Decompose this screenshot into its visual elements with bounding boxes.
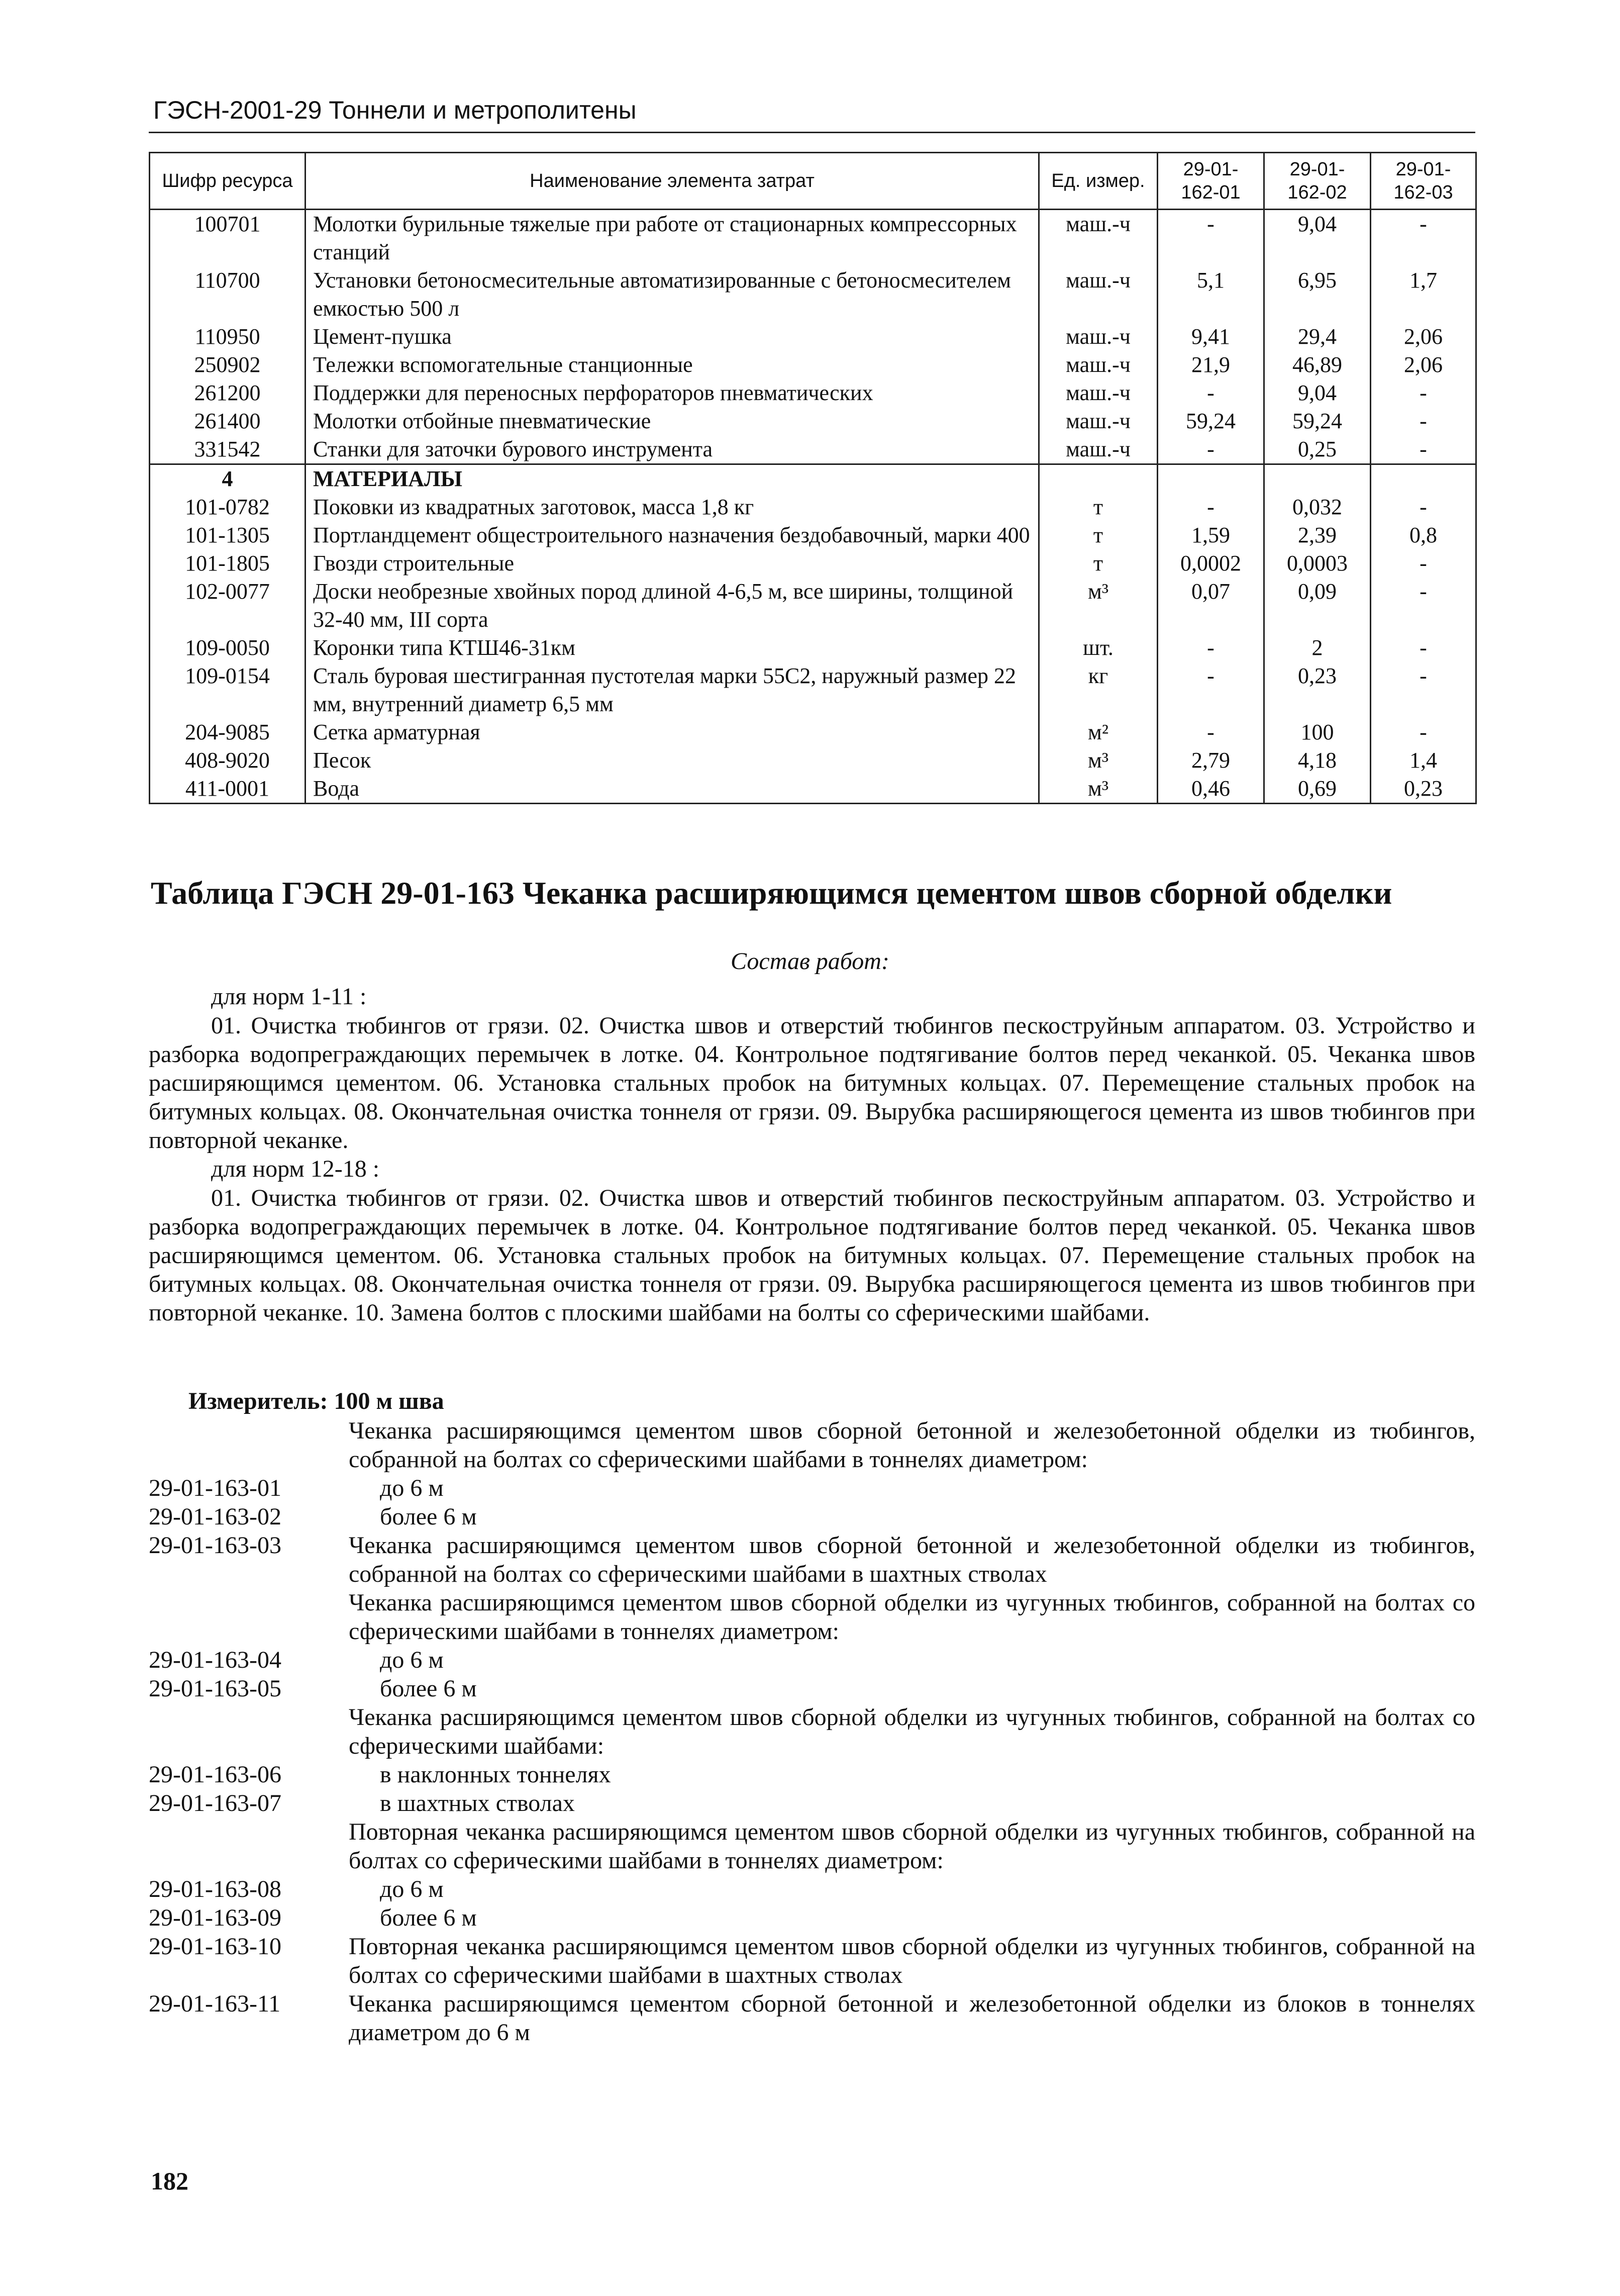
cell-162-01: - (1158, 634, 1264, 662)
cell-code: 204-9085 (150, 718, 306, 746)
cell-162-03 (1371, 464, 1476, 494)
col-header-name: Наименование элемента затрат (306, 153, 1039, 210)
norm-code: 29-01-163-04 (149, 1647, 281, 1673)
cell-code: 102-0077 (150, 578, 306, 634)
cell-code: 331542 (150, 435, 306, 464)
resource-table (149, 152, 1477, 804)
norm-subitem: более 6 м (380, 1503, 477, 1530)
cell-162-01: - (1158, 379, 1264, 407)
norm-subitem: более 6 м (380, 1675, 477, 1702)
table-row (150, 435, 1476, 464)
cell-name: Вода (306, 775, 1039, 804)
cell-162-03: - (1371, 210, 1476, 267)
table-row (150, 493, 1476, 521)
cell-name: Тележки вспомогательные станционные (306, 351, 1039, 379)
norms-group-2-label: для норм 12-18 : (211, 1156, 380, 1182)
cell-162-03: - (1371, 549, 1476, 578)
cell-code: 100701 (150, 210, 306, 267)
cell-162-01: 0,0002 (1158, 549, 1264, 578)
col-header-162-02: 29-01- 162-02 (1264, 153, 1371, 210)
col-header-unit: Ед. измер. (1039, 153, 1158, 210)
norm-code: 29-01-163-01 (149, 1475, 281, 1501)
norm-code: 29-01-163-08 (149, 1876, 281, 1902)
cell-162-01: 21,9 (1158, 351, 1264, 379)
cell-162-03: 0,8 (1371, 521, 1476, 549)
norms-group-2-text: 01. Очистка тюбингов от грязи. 02. Очистка швов и отверстий тюбингов пескоструйным аппаратом. 03. Устройство и разборка водопреграждающих перемычек в лотке. 04. Контрольное подтягивание болтов перед чеканкой. 05. Чеканка швов расширяющимся цементом. 06. Установка стальных пробок на битумных кольцах. 07. Перемещение стальных пробок на битумных кольцах. 08. Окончательная очистка тоннеля от грязи. 09. Вырубка расширяющегося цемента из швов тюбингов при повторной чеканке. 10. Замена болтов с плоскими шайбами на болты со сферическими шайбами. (149, 1185, 1475, 1326)
col-header-162-01: 29-01- 162-01 (1158, 153, 1264, 210)
cell-unit: маш.-ч (1039, 435, 1158, 464)
col-header-code: Шифр ресурса (150, 153, 306, 210)
cell-162-02: 9,04 (1264, 379, 1371, 407)
table-row (150, 718, 1476, 746)
norm-description: Повторная чеканка расширяющимся цементом швов сборной обделки из чугунных тюбингов, собранной на болтах со сферическими шайбами в шахтных стволах (349, 1933, 1475, 1988)
cell-162-03: - (1371, 493, 1476, 521)
cell-162-03: - (1371, 718, 1476, 746)
cell-162-02: 29,4 (1264, 323, 1371, 351)
table-row (150, 323, 1476, 351)
cell-162-02: 6,95 (1264, 266, 1371, 323)
norm-description: Чеканка расширяющимся цементом швов сборной бетонной и железобетонной обделки из тюбингов, собранной на болтах со сферическими шайбами в шахтных стволах (349, 1532, 1475, 1587)
cell-unit: т (1039, 521, 1158, 549)
cell-162-01: - (1158, 662, 1264, 718)
cell-162-01: - (1158, 718, 1264, 746)
cell-162-03: 1,7 (1371, 266, 1476, 323)
cell-162-02: 9,04 (1264, 210, 1371, 267)
cell-code: 109-0154 (150, 662, 306, 718)
norm-description: Чеканка расширяющимся цементом швов сборной обделки из чугунных тюбингов, собранной на болтах со сферическими шайбами: (349, 1704, 1475, 1759)
norm-description: Чеканка расширяющимся цементом швов сборной бетонной и железобетонной обделки из тюбингов, собранной на болтах со сферическими шайбами в тоннелях диаметром: (349, 1417, 1475, 1473)
norm-code: 29-01-163-05 (149, 1675, 281, 1702)
cell-162-01: 59,24 (1158, 407, 1264, 435)
cell-162-01: - (1158, 493, 1264, 521)
cell-162-01: 1,59 (1158, 521, 1264, 549)
norm-subitem: до 6 м (380, 1647, 444, 1673)
norm-code: 29-01-163-07 (149, 1790, 281, 1816)
cell-unit: маш.-ч (1039, 266, 1158, 323)
cell-name: Молотки отбойные пневматические (306, 407, 1039, 435)
cell-unit: маш.-ч (1039, 379, 1158, 407)
cell-name: Коронки типа КТШ46-31км (306, 634, 1039, 662)
norm-description: Чеканка расширяющимся цементом сборной бетонной и железобетонной обделки из блоков в тоннелях диаметром до 6 м (349, 1990, 1475, 2046)
cell-162-03: 1,4 (1371, 746, 1476, 775)
norm-code: 29-01-163-06 (149, 1761, 281, 1788)
table-row (150, 662, 1476, 718)
norm-subitem: в шахтных стволах (380, 1790, 575, 1816)
table-row (150, 351, 1476, 379)
table-row (150, 746, 1476, 775)
norm-subitem: до 6 м (380, 1475, 444, 1501)
norm-code: 29-01-163-03 (149, 1532, 281, 1559)
cell-code: 4 (150, 464, 306, 494)
cell-162-03: - (1371, 634, 1476, 662)
cell-162-02: 2 (1264, 634, 1371, 662)
cell-unit: м³ (1039, 746, 1158, 775)
cell-162-03: - (1371, 435, 1476, 464)
cell-name: Установки бетоносмесительные автоматизированные с бетоносмесителем емкостью 500 л (306, 266, 1039, 323)
cell-162-01: 0,46 (1158, 775, 1264, 804)
cell-name: Гвозди строительные (306, 549, 1039, 578)
cell-unit: маш.-ч (1039, 210, 1158, 267)
table-row (150, 775, 1476, 804)
cell-name: Станки для заточки бурового инструмента (306, 435, 1039, 464)
cell-code: 101-1305 (150, 521, 306, 549)
norm-code: 29-01-163-02 (149, 1503, 281, 1530)
cell-code: 110700 (150, 266, 306, 323)
cell-162-03: 2,06 (1371, 351, 1476, 379)
cell-name: Молотки бурильные тяжелые при работе от стационарных компрессорных станций (306, 210, 1039, 267)
cell-162-01: - (1158, 210, 1264, 267)
cell-name: МАТЕРИАЛЫ (306, 464, 1039, 494)
cell-code: 261400 (150, 407, 306, 435)
norm-subitem: до 6 м (380, 1876, 444, 1902)
norm-code: 29-01-163-09 (149, 1904, 281, 1931)
cell-code: 411-0001 (150, 775, 306, 804)
table-row (150, 578, 1476, 634)
cell-code: 261200 (150, 379, 306, 407)
table-row (150, 210, 1476, 267)
cell-unit: маш.-ч (1039, 407, 1158, 435)
cell-name: Портландцемент общестроительного назначения бездобавочный, марки 400 (306, 521, 1039, 549)
table-row (150, 266, 1476, 323)
measure-unit: Измеритель: 100 м шва (188, 1388, 444, 1414)
col-header-162-03: 29-01- 162-03 (1371, 153, 1476, 210)
work-composition-heading: Состав работ: (731, 948, 889, 975)
section-row (150, 464, 1476, 494)
cell-162-01: 9,41 (1158, 323, 1264, 351)
cell-unit: м³ (1039, 775, 1158, 804)
header-rule (149, 132, 1475, 133)
cell-code: 110950 (150, 323, 306, 351)
cell-code: 408-9020 (150, 746, 306, 775)
table-row (150, 407, 1476, 435)
cell-name: Сталь буровая шестигранная пустотелая марки 55С2, наружный размер 22 мм, внутренний диаметр 6,5 мм (306, 662, 1039, 718)
cell-162-02: 4,18 (1264, 746, 1371, 775)
cell-162-01: 2,79 (1158, 746, 1264, 775)
table-row (150, 379, 1476, 407)
table-row (150, 549, 1476, 578)
cell-162-03: 2,06 (1371, 323, 1476, 351)
cell-code: 250902 (150, 351, 306, 379)
cell-162-01: - (1158, 435, 1264, 464)
cell-code: 101-0782 (150, 493, 306, 521)
table-title: Таблица ГЭСН 29-01-163 Чеканка расширяющимся цементом швов сборной обделки (151, 875, 1392, 911)
cell-name: Песок (306, 746, 1039, 775)
norm-code: 29-01-163-10 (149, 1933, 281, 1960)
cell-unit: маш.-ч (1039, 323, 1158, 351)
cell-code: 101-1805 (150, 549, 306, 578)
cell-code: 109-0050 (150, 634, 306, 662)
cell-162-03: - (1371, 407, 1476, 435)
cell-162-01 (1158, 464, 1264, 494)
cell-162-02: 0,25 (1264, 435, 1371, 464)
cell-162-02 (1264, 464, 1371, 494)
norm-description: Чеканка расширяющимся цементом швов сборной обделки из чугунных тюбингов, собранной на болтах со сферическими шайбами в тоннелях диаметром: (349, 1589, 1475, 1645)
cell-162-02: 0,032 (1264, 493, 1371, 521)
norm-subitem: в наклонных тоннелях (380, 1761, 611, 1788)
norm-description: Повторная чеканка расширяющимся цементом швов сборной обделки из чугунных тюбингов, собранной на болтах со сферическими шайбами в тоннелях диаметром: (349, 1819, 1475, 1874)
cell-162-02: 2,39 (1264, 521, 1371, 549)
cell-162-02: 0,69 (1264, 775, 1371, 804)
cell-unit: м³ (1039, 578, 1158, 634)
cell-162-01: 0,07 (1158, 578, 1264, 634)
norms-group-1-text: 01. Очистка тюбингов от грязи. 02. Очистка швов и отверстий тюбингов пескоструйным аппаратом. 03. Устройство и разборка водопреграждающих перемычек в лотке. 04. Контрольное подтягивание болтов перед чеканкой. 05. Чеканка швов расширяющимся цементом. 06. Установка стальных пробок на битумных кольцах. 07. Перемещение стальных пробок на битумных кольцах. 08. Окончательная очистка тоннеля от грязи. 09. Вырубка расширяющегося цемента из швов тюбингов при повторной чеканке. (149, 1012, 1475, 1154)
cell-unit: маш.-ч (1039, 351, 1158, 379)
cell-name: Доски необрезные хвойных пород длиной 4-6,5 м, все ширины, толщиной 32-40 мм, III сорта (306, 578, 1039, 634)
cell-unit: кг (1039, 662, 1158, 718)
cell-name: Поддержки для переносных перфораторов пневматических (306, 379, 1039, 407)
cell-unit: шт. (1039, 634, 1158, 662)
cell-name: Поковки из квадратных заготовок, масса 1,8 кг (306, 493, 1039, 521)
table-row (150, 634, 1476, 662)
cell-162-02: 100 (1264, 718, 1371, 746)
table-row (150, 521, 1476, 549)
table-header-row (150, 153, 1476, 210)
cell-162-03: 0,23 (1371, 775, 1476, 804)
cell-unit: т (1039, 493, 1158, 521)
cell-162-01: 5,1 (1158, 266, 1264, 323)
cell-unit: т (1039, 549, 1158, 578)
norms-group-1-label: для норм 1-11 : (211, 983, 367, 1010)
cell-162-02: 0,0003 (1264, 549, 1371, 578)
cell-162-02: 0,23 (1264, 662, 1371, 718)
cell-name: Сетка арматурная (306, 718, 1039, 746)
cell-162-03: - (1371, 578, 1476, 634)
cell-unit (1039, 464, 1158, 494)
cell-name: Цемент-пушка (306, 323, 1039, 351)
cell-162-03: - (1371, 379, 1476, 407)
running-header: ГЭСН-2001-29 Тоннели и метрополитены (153, 96, 637, 124)
norm-code: 29-01-163-11 (149, 1990, 281, 2017)
page-number: 182 (151, 2167, 188, 2195)
cell-162-02: 0,09 (1264, 578, 1371, 634)
cell-162-02: 46,89 (1264, 351, 1371, 379)
norm-subitem: более 6 м (380, 1904, 477, 1931)
cell-162-03: - (1371, 662, 1476, 718)
cell-unit: м² (1039, 718, 1158, 746)
cell-162-02: 59,24 (1264, 407, 1371, 435)
